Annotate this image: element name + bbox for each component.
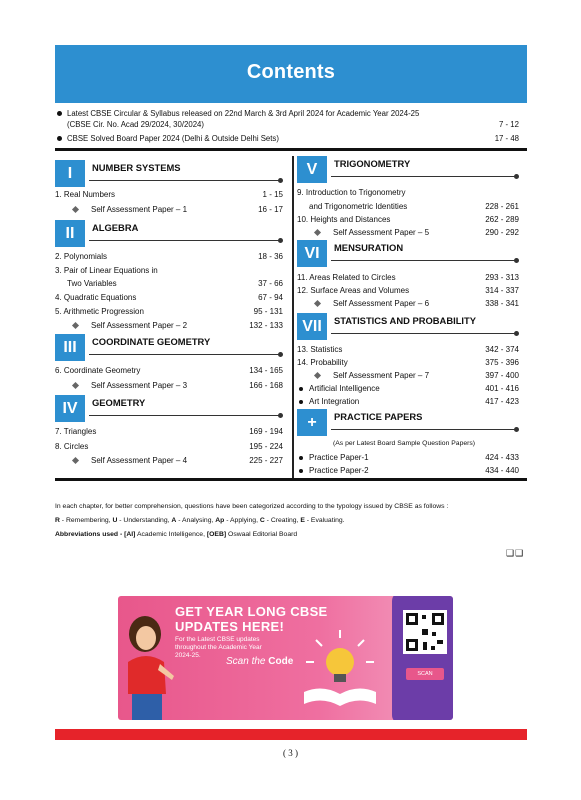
section-rule — [89, 180, 281, 181]
bullet-icon — [299, 387, 303, 391]
toc-entry[interactable]: Practice Paper-1 424 - 433 — [297, 452, 527, 464]
toc-entry[interactable]: 2. Polynomials 18 - 36 — [55, 252, 283, 261]
qr-code-icon — [403, 610, 447, 654]
book-lightbulb-icon — [300, 628, 380, 712]
bullet-icon — [299, 400, 303, 404]
toc-entry[interactable]: 5. Arithmetic Progression 95 - 131 — [55, 307, 283, 316]
toc-entry[interactable]: 12. Surface Areas and Volumes 314 - 337 — [297, 286, 519, 295]
section-title: ALGEBRA — [92, 222, 139, 233]
toc-entry[interactable]: Self Assessment Paper – 1 16 - 17 — [55, 204, 291, 216]
toc-entry[interactable]: Self Assessment Paper – 4 225 - 227 — [55, 455, 291, 467]
promo-headline: GET YEAR LONG CBSE UPDATES HERE! — [175, 604, 328, 634]
practice-note: (As per Latest Board Sample Question Papers) — [333, 440, 476, 447]
page-title: Contents — [246, 61, 336, 83]
toc-entry[interactable]: 14. Probability 375 - 396 — [297, 358, 519, 367]
girl-illustration — [120, 614, 174, 720]
section-header[interactable] — [55, 160, 291, 187]
section-header[interactable] — [55, 220, 291, 247]
typology-intro: In each chapter, for better comprehension, questions have been categorized according to the typology issued by CBSE as follows : — [55, 503, 449, 510]
scan-code-text: Scan the Code — [226, 656, 294, 667]
toc-entry[interactable]: 9. Introduction to Trigonometry — [297, 188, 406, 197]
toc-entry[interactable]: 6. Coordinate Geometry 134 - 165 — [55, 366, 283, 375]
footer-red-bar — [55, 729, 527, 740]
section-rule — [331, 429, 517, 430]
page-number: ( 3 ) — [283, 748, 298, 758]
promo-banner[interactable] — [118, 596, 453, 720]
section-title: TRIGONOMETRY — [334, 158, 411, 169]
toc-entry[interactable]: Self Assessment Paper – 5 290 - 292 — [297, 227, 527, 239]
typology-codes: R - Remembering, U - Understanding, A - Analysing, Ap - Applying, C - Creating, E - Evaluating. — [55, 517, 345, 524]
section-header[interactable] — [55, 334, 291, 361]
toc-entry[interactable]: 7. Triangles 169 - 194 — [55, 427, 283, 436]
section-title: COORDINATE GEOMETRY — [92, 336, 211, 347]
section-rule — [331, 260, 517, 261]
section-header[interactable] — [297, 156, 527, 183]
section-rule — [89, 240, 281, 241]
section-title: PRACTICE PAPERS — [334, 411, 423, 422]
plus-icon: + — [297, 409, 327, 436]
section-header[interactable] — [297, 409, 527, 436]
contents-banner — [55, 45, 527, 103]
section-title: MENSURATION — [334, 242, 404, 253]
column-divider — [292, 156, 294, 479]
section-header[interactable] — [297, 240, 527, 267]
toc-entry[interactable]: 1. Real Numbers 1 - 15 — [55, 190, 283, 199]
toc-entry[interactable]: Self Assessment Paper – 3 166 - 168 — [55, 380, 291, 392]
section-rule — [89, 415, 281, 416]
section-number: II — [55, 220, 85, 247]
toc-entry[interactable]: Self Assessment Paper – 6 338 - 341 — [297, 298, 527, 310]
intro-list — [55, 108, 527, 144]
toc-entry[interactable]: Art Integration 417 - 423 — [297, 396, 527, 408]
bullet-icon — [57, 136, 62, 141]
toc-entry-cont[interactable]: Two Variables 37 - 66 — [67, 279, 283, 288]
toc-entry[interactable]: 4. Quadratic Equations 67 - 94 — [55, 293, 283, 302]
toc-entry[interactable]: Practice Paper-2 434 - 440 — [297, 465, 527, 477]
section-number: VII — [297, 313, 327, 340]
scan-button[interactable]: SCAN — [406, 668, 444, 680]
page-range: 17 - 48 — [494, 134, 519, 143]
phone-illustration — [392, 596, 453, 720]
section-rule — [331, 176, 517, 177]
checkbox-squares-icon: ❑❑ — [506, 548, 525, 558]
abbreviations: Abbreviations used - [AI] Academic Intelligence, [OEB] Oswaal Editorial Board — [55, 531, 298, 538]
section-title: NUMBER SYSTEMS — [92, 162, 181, 173]
bottom-divider — [55, 478, 527, 481]
bullet-icon — [299, 469, 303, 473]
top-divider — [55, 148, 527, 151]
toc-entry-cont[interactable]: and Trigonometric Identities 228 - 261 — [309, 202, 519, 211]
toc-entry[interactable]: Self Assessment Paper – 7 397 - 400 — [297, 370, 527, 382]
bullet-icon — [57, 111, 62, 116]
section-number: V — [297, 156, 327, 183]
section-number: VI — [297, 240, 327, 267]
section-title: GEOMETRY — [92, 397, 146, 408]
section-number: I — [55, 160, 85, 187]
section-title: STATISTICS AND PROBABILITY — [334, 315, 477, 326]
section-header[interactable] — [55, 395, 291, 422]
toc-entry[interactable]: 11. Areas Related to Circles 293 - 313 — [297, 273, 519, 282]
intro-item-cont: (CBSE Cir. No. Acad 29/2024, 30/2024) 7 - 12 — [67, 120, 519, 129]
toc-entry[interactable]: Artificial Intelligence 401 - 416 — [297, 383, 527, 395]
promo-subtext: For the Latest CBSE updates throughout the Academic Year 2024-25. — [175, 636, 262, 659]
section-number: IV — [55, 395, 85, 422]
section-header[interactable] — [297, 313, 527, 340]
toc-entry[interactable]: 8. Circles 195 - 224 — [55, 442, 283, 451]
intro-item[interactable]: CBSE Solved Board Paper 2024 (Delhi & Outside Delhi Sets) 17 - 48 — [55, 133, 527, 144]
typology-footer — [55, 500, 527, 542]
section-rule — [331, 333, 517, 334]
toc-entry[interactable]: 3. Pair of Linear Equations in — [55, 266, 158, 275]
toc-entry[interactable]: 13. Statistics 342 - 374 — [297, 345, 519, 354]
toc-entry[interactable]: 10. Heights and Distances 262 - 289 — [297, 215, 519, 224]
page-range: 7 - 12 — [499, 120, 519, 129]
section-rule — [89, 354, 281, 355]
toc-entry[interactable]: Self Assessment Paper – 2 132 - 133 — [55, 320, 291, 332]
bullet-icon — [299, 456, 303, 460]
intro-item[interactable]: Latest CBSE Circular & Syllabus released on 22nd March & 3rd April 2024 for Academic Year 2024-25 — [55, 108, 527, 119]
section-number: III — [55, 334, 85, 361]
